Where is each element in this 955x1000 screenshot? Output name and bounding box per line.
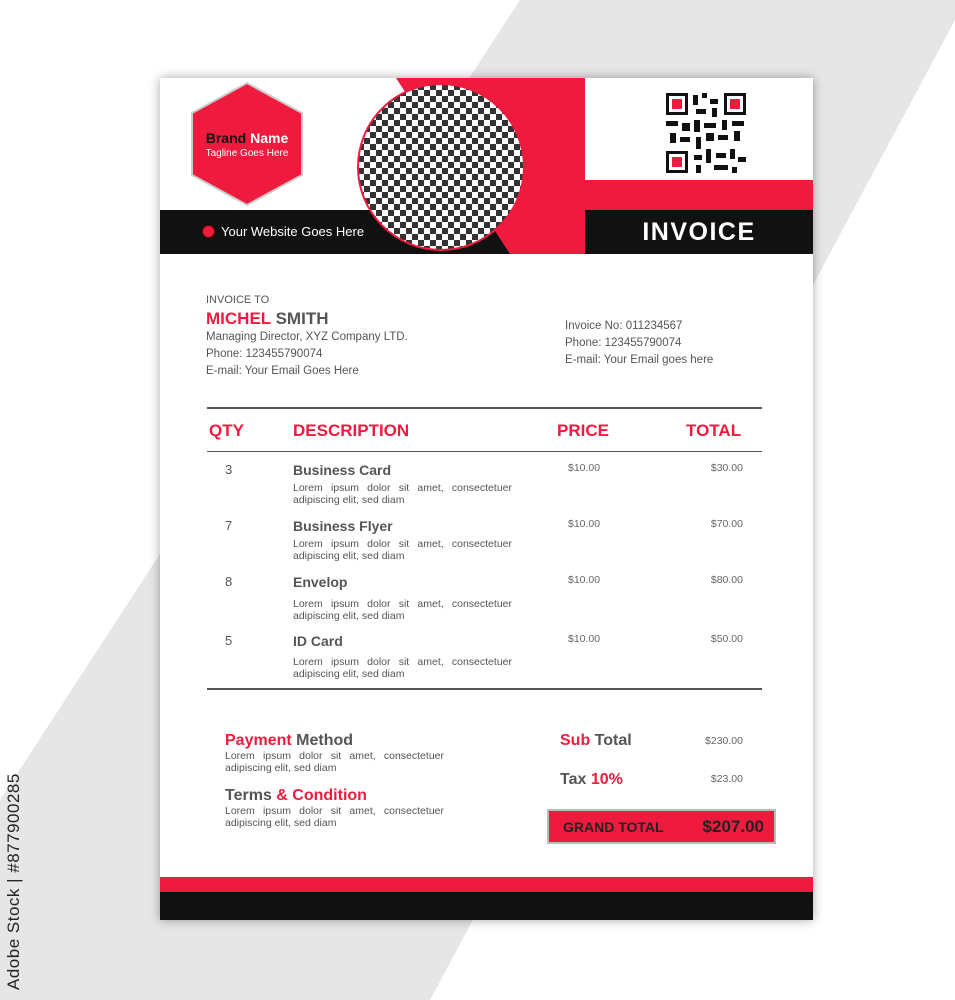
row-desc: Lorem ipsum dolor sit amet, consectetuer adipiscing elit, sed diam (293, 482, 512, 506)
row-qty: 8 (225, 574, 233, 589)
row-name: Envelop (293, 574, 348, 590)
footer-black-bar (160, 892, 813, 920)
bill-to-label: INVOICE TO (206, 294, 270, 306)
subtotal-label-b: Total (594, 732, 632, 749)
client-role: Managing Director, XYZ Company LTD. (206, 331, 408, 343)
row-name: Business Flyer (293, 518, 393, 534)
row-desc: Lorem ipsum dolor sit amet, consectetuer adipiscing elit, sed diam (293, 538, 512, 562)
globe-icon (202, 225, 215, 238)
row-name: Business Card (293, 462, 392, 478)
row-desc: Lorem ipsum dolor sit amet, consectetuer adipiscing elit, sed diam (293, 656, 512, 680)
brand-name-first: Brand (205, 130, 247, 146)
row-total: $30.00 (710, 462, 743, 474)
client-phone: Phone: 123455790074 (206, 348, 323, 360)
brand-name-second: Name (250, 130, 289, 146)
header-price: PRICE (557, 421, 609, 440)
client-first-name: MICHEL (206, 309, 271, 328)
payment-text: Lorem ipsum dolor sit amet, consectetuer adipiscing elit, sed diam (225, 750, 444, 774)
subtotal-value: $230.00 (705, 735, 743, 747)
subtotal-label-a: Sub (560, 732, 591, 749)
tax-rate: 10% (590, 771, 623, 788)
header-qty: QTY (209, 421, 244, 440)
terms-conditions (225, 787, 444, 829)
grand-total-box (547, 809, 776, 844)
bill-to (206, 292, 408, 380)
terms-title-b: & Condition (276, 787, 367, 804)
row-qty: 5 (225, 633, 233, 648)
table-header-rule (207, 451, 762, 452)
invoice-meta (565, 318, 713, 369)
table-top-rule (207, 407, 762, 409)
stock-watermark-text: Adobe Stock | #877900285 (4, 773, 23, 990)
company-email: E-mail: Your Email goes here (565, 354, 714, 366)
row-qty: 7 (225, 518, 233, 533)
header-description: DESCRIPTION (293, 421, 410, 440)
payment-title-a: Payment (225, 732, 292, 749)
row-total: $70.00 (710, 518, 743, 530)
invoice-page (160, 78, 813, 920)
row-total: $80.00 (710, 574, 743, 586)
website (202, 224, 364, 239)
terms-text: Lorem ipsum dolor sit amet, consectetuer adipiscing elit, sed diam (225, 805, 444, 829)
client-last-name: SMITH (275, 309, 329, 328)
row-price: $10.00 (568, 518, 601, 530)
row-price: $10.00 (568, 633, 601, 645)
tax-label-a: Tax (560, 771, 587, 788)
qr-code (666, 93, 746, 173)
table-bottom-rule (207, 688, 762, 690)
invoice-title: INVOICE (642, 218, 756, 246)
row-price: $10.00 (568, 462, 601, 474)
grand-total-value: $207.00 (702, 816, 764, 836)
payment-method (225, 732, 444, 774)
row-price: $10.00 (568, 574, 601, 586)
tax-label (560, 771, 623, 789)
terms-title-a: Terms (225, 787, 272, 804)
client-email: E-mail: Your Email Goes Here (206, 365, 359, 377)
row-desc: Lorem ipsum dolor sit amet, consectetuer adipiscing elit, sed diam (293, 598, 512, 622)
website-text: Your Website Goes Here (221, 224, 365, 239)
row-qty: 3 (225, 462, 233, 477)
brand-logo (192, 130, 302, 159)
subtotal-label (560, 732, 632, 750)
payment-title-b: Method (296, 732, 354, 749)
footer-red-bar (160, 877, 813, 892)
header-total: TOTAL (686, 421, 742, 440)
brand-tagline: Tagline Goes Here (205, 148, 289, 159)
grand-total-label: GRAND TOTAL (563, 818, 664, 835)
tax-value: $23.00 (710, 773, 743, 785)
row-name: ID Card (293, 633, 343, 649)
invoice-number: Invoice No: 011234567 (565, 320, 683, 332)
company-phone: Phone: 123455790074 (565, 337, 682, 349)
row-total: $50.00 (710, 633, 743, 645)
